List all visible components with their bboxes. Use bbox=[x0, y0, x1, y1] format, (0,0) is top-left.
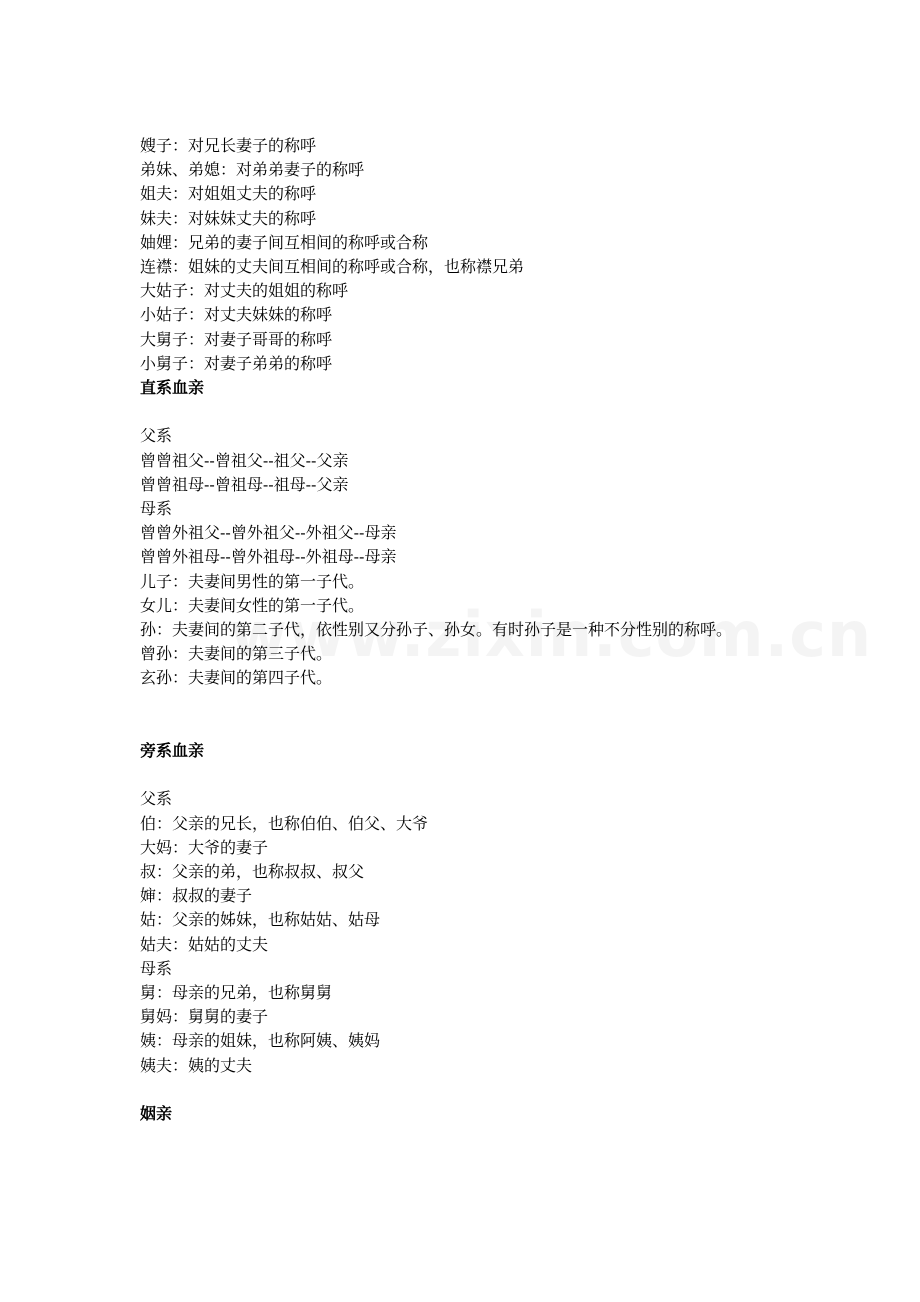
section-heading-direct: 直系血亲 bbox=[140, 378, 205, 398]
list-item: 伯：父亲的兄长，也称伯伯、伯父、大爷 bbox=[140, 813, 429, 833]
list-item: 曾孙：夫妻间的第三子代。 bbox=[140, 644, 333, 664]
list-item: 儿子：夫妻间男性的第一子代。 bbox=[140, 571, 365, 591]
list-item: 姨：母亲的姐妹，也称阿姨、姨妈 bbox=[140, 1031, 381, 1051]
blank-line bbox=[140, 400, 800, 424]
subheading-mother-side: 母系 bbox=[140, 499, 173, 519]
list-item: 妹夫：对妹妹丈夫的称呼 bbox=[140, 208, 317, 228]
list-item: 大舅子：对妻子哥哥的称呼 bbox=[140, 329, 333, 349]
list-item: 连襟：姐妹的丈夫间互相间的称呼或合称，也称襟兄弟 bbox=[140, 257, 525, 277]
list-item: 女儿：夫妻间女性的第一子代。 bbox=[140, 595, 365, 615]
subheading-father-side: 父系 bbox=[140, 426, 173, 446]
list-item: 舅妈：舅舅的妻子 bbox=[140, 1007, 269, 1027]
list-item: 妯娌：兄弟的妻子间互相间的称呼或合称 bbox=[140, 232, 429, 252]
list-item: 姨夫：姨的丈夫 bbox=[140, 1055, 253, 1075]
list-item: 玄孙：夫妻间的第四子代。 bbox=[140, 668, 333, 688]
list-item: 嫂子：对兄长妻子的称呼 bbox=[140, 136, 317, 155]
list-item: 婶：叔叔的妻子 bbox=[140, 886, 253, 906]
inlaws-list bbox=[140, 134, 800, 376]
list-item: 曾曾外祖母--曾外祖母--外祖母--母亲 bbox=[140, 547, 397, 567]
list-item: 孙：夫妻间的第二子代，依性别又分孙子、孙女。有时孙子是一种不分性别的称呼。 bbox=[140, 620, 733, 640]
list-item: 姑：父亲的姊妹，也称姑姑、姑母 bbox=[140, 910, 381, 930]
document-body bbox=[140, 134, 800, 1126]
list-item: 曾曾祖母--曾祖母--祖母--父亲 bbox=[140, 474, 349, 494]
list-item: 叔：父亲的弟，也称叔叔、叔父 bbox=[140, 862, 365, 882]
list-item: 姑夫：姑姑的丈夫 bbox=[140, 934, 269, 954]
blank-line bbox=[140, 1078, 800, 1102]
list-item: 曾曾外祖父--曾外祖父--外祖父--母亲 bbox=[140, 523, 397, 543]
section-heading-marriage: 姻亲 bbox=[140, 1104, 173, 1124]
blank-line bbox=[140, 691, 800, 715]
section-heading-collateral: 旁系血亲 bbox=[140, 741, 205, 761]
blank-line bbox=[140, 763, 800, 787]
list-item: 舅：母亲的兄弟，也称舅舅 bbox=[140, 983, 333, 1003]
list-item: 曾曾祖父--曾祖父--祖父--父亲 bbox=[140, 450, 349, 470]
blank-line bbox=[140, 715, 800, 739]
list-item: 弟妹、弟媳：对弟弟妻子的称呼 bbox=[140, 160, 365, 180]
list-item: 姐夫：对姐姐丈夫的称呼 bbox=[140, 184, 317, 204]
list-item: 大姑子：对丈夫的姐姐的称呼 bbox=[140, 281, 349, 301]
list-item: 小舅子：对妻子弟弟的称呼 bbox=[140, 353, 333, 373]
list-item: 大妈：大爷的妻子 bbox=[140, 837, 269, 857]
subheading-father-side: 父系 bbox=[140, 789, 173, 809]
subheading-mother-side: 母系 bbox=[140, 958, 173, 978]
list-item: 小姑子：对丈夫妹妹的称呼 bbox=[140, 305, 333, 325]
